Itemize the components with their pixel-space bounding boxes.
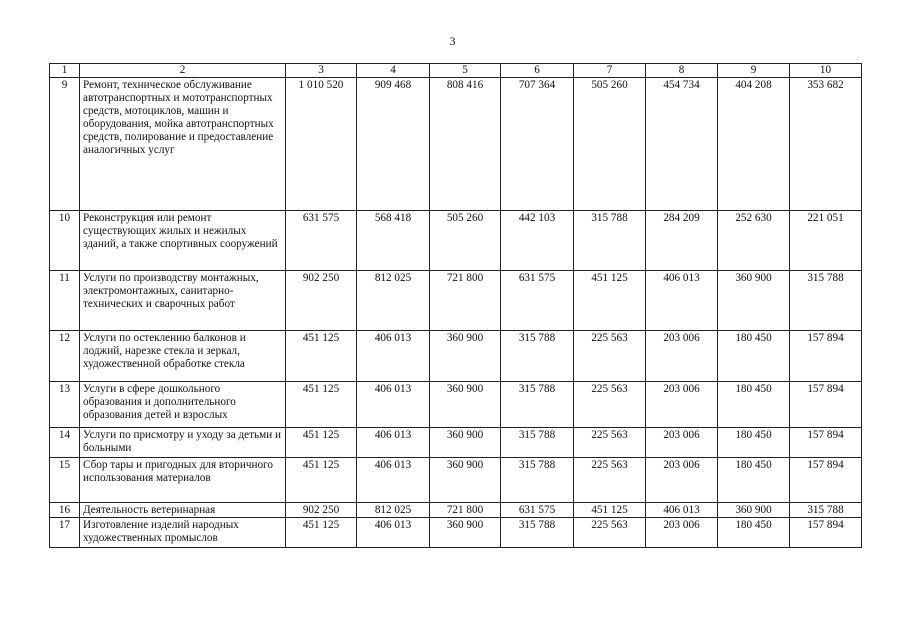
- value-cell: 203 006: [646, 382, 718, 428]
- value-cell: 909 468: [357, 78, 430, 211]
- value-cell: 221 051: [790, 211, 862, 271]
- value-cell: 252 630: [718, 211, 790, 271]
- table-row: [50, 78, 862, 211]
- value-cell: 812 025: [357, 503, 430, 518]
- value-cell: 157 894: [790, 428, 862, 458]
- value-cell: 157 894: [790, 331, 862, 382]
- value-cell: 451 125: [286, 518, 357, 548]
- value-cell: 568 418: [357, 211, 430, 271]
- tariff-table: [49, 63, 862, 548]
- value-cell: 180 450: [718, 382, 790, 428]
- table-row: [50, 458, 862, 503]
- service-description-cell: Сбор тары и пригодных для вторичного использования материалов: [80, 458, 286, 503]
- value-cell: 406 013: [646, 503, 718, 518]
- value-cell: 902 250: [286, 271, 357, 331]
- header-cell: 9: [718, 64, 790, 78]
- value-cell: 404 208: [718, 78, 790, 211]
- header-cell: 1: [50, 64, 80, 78]
- value-cell: 157 894: [790, 458, 862, 503]
- value-cell: 315 788: [574, 211, 646, 271]
- value-cell: 225 563: [574, 382, 646, 428]
- value-cell: 360 900: [430, 428, 501, 458]
- value-cell: 1 010 520: [286, 78, 357, 211]
- value-cell: 225 563: [574, 331, 646, 382]
- service-description-cell: Деятельность ветеринарная: [80, 503, 286, 518]
- value-cell: 315 788: [790, 503, 862, 518]
- table-row: [50, 428, 862, 458]
- service-description-cell: Услуги по остеклению балконов и лоджий, нарезке стекла и зеркал, художественной обработке стекла: [80, 331, 286, 382]
- value-cell: 315 788: [501, 518, 574, 548]
- value-cell: 180 450: [718, 428, 790, 458]
- value-cell: 225 563: [574, 518, 646, 548]
- table-row: [50, 503, 862, 518]
- value-cell: 631 575: [501, 271, 574, 331]
- header-cell: 2: [80, 64, 286, 78]
- value-cell: 631 575: [501, 503, 574, 518]
- value-cell: 451 125: [286, 428, 357, 458]
- header-row: [50, 64, 862, 78]
- value-cell: 315 788: [501, 382, 574, 428]
- page-number: 3: [449, 34, 456, 48]
- header-cell: 10: [790, 64, 862, 78]
- service-description-cell: Изготовление изделий народных художественных промыслов: [80, 518, 286, 548]
- table-body: [50, 64, 862, 548]
- value-cell: 721 800: [430, 271, 501, 331]
- value-cell: 180 450: [718, 518, 790, 548]
- value-cell: 721 800: [430, 503, 501, 518]
- header-cell: 5: [430, 64, 501, 78]
- value-cell: 315 788: [501, 428, 574, 458]
- value-cell: 353 682: [790, 78, 862, 211]
- service-description-cell: Услуги по присмотру и уходу за детьми и больными: [80, 428, 286, 458]
- value-cell: 406 013: [357, 518, 430, 548]
- row-number-cell: 12: [50, 331, 80, 382]
- value-cell: 203 006: [646, 518, 718, 548]
- value-cell: 360 900: [430, 331, 501, 382]
- row-number-cell: 14: [50, 428, 80, 458]
- value-cell: 360 900: [430, 382, 501, 428]
- row-number-cell: 16: [50, 503, 80, 518]
- service-description-cell: Ремонт, техническое обслуживание автотранспортных и мототранспортных средств, мотоциклов, машин и оборудования, мойка автотранспортных средств, полирование и предоставление аналогичных услуг: [80, 78, 286, 211]
- row-number-cell: 10: [50, 211, 80, 271]
- value-cell: 451 125: [574, 503, 646, 518]
- row-number-cell: 11: [50, 271, 80, 331]
- value-cell: 631 575: [286, 211, 357, 271]
- row-number-cell: 17: [50, 518, 80, 548]
- value-cell: 406 013: [357, 458, 430, 503]
- value-cell: 442 103: [501, 211, 574, 271]
- value-cell: 812 025: [357, 271, 430, 331]
- value-cell: 406 013: [357, 382, 430, 428]
- header-cell: 8: [646, 64, 718, 78]
- table-row: [50, 331, 862, 382]
- header-cell: 3: [286, 64, 357, 78]
- value-cell: 406 013: [646, 271, 718, 331]
- service-description-cell: Услуги в сфере дошкольного образования и дополнительного образования детей и взрослых: [80, 382, 286, 428]
- value-cell: 505 260: [430, 211, 501, 271]
- value-cell: 406 013: [357, 331, 430, 382]
- value-cell: 451 125: [286, 331, 357, 382]
- value-cell: 157 894: [790, 518, 862, 548]
- table-row: [50, 518, 862, 548]
- value-cell: 180 450: [718, 458, 790, 503]
- value-cell: 451 125: [286, 382, 357, 428]
- value-cell: 360 900: [718, 271, 790, 331]
- value-cell: 505 260: [574, 78, 646, 211]
- service-description-cell: Реконструкция или ремонт существующих жилых и нежилых зданий, а также спортивных сооружений: [80, 211, 286, 271]
- value-cell: 315 788: [501, 331, 574, 382]
- value-cell: 360 900: [718, 503, 790, 518]
- table-row: [50, 211, 862, 271]
- value-cell: 707 364: [501, 78, 574, 211]
- value-cell: 203 006: [646, 428, 718, 458]
- value-cell: 902 250: [286, 503, 357, 518]
- value-cell: 451 125: [574, 271, 646, 331]
- value-cell: 808 416: [430, 78, 501, 211]
- service-description-cell: Услуги по производству монтажных, электромонтажных, санитарно-технических и сварочных работ: [80, 271, 286, 331]
- row-number-cell: 9: [50, 78, 80, 211]
- value-cell: 360 900: [430, 518, 501, 548]
- value-cell: 284 209: [646, 211, 718, 271]
- value-cell: 203 006: [646, 331, 718, 382]
- value-cell: 451 125: [286, 458, 357, 503]
- header-cell: 6: [501, 64, 574, 78]
- header-cell: 7: [574, 64, 646, 78]
- value-cell: 406 013: [357, 428, 430, 458]
- value-cell: 203 006: [646, 458, 718, 503]
- value-cell: 315 788: [790, 271, 862, 331]
- table-row: [50, 271, 862, 331]
- row-number-cell: 15: [50, 458, 80, 503]
- value-cell: 454 734: [646, 78, 718, 211]
- value-cell: 225 563: [574, 428, 646, 458]
- value-cell: 157 894: [790, 382, 862, 428]
- value-cell: 225 563: [574, 458, 646, 503]
- header-cell: 4: [357, 64, 430, 78]
- row-number-cell: 13: [50, 382, 80, 428]
- table-row: [50, 382, 862, 428]
- value-cell: 180 450: [718, 331, 790, 382]
- value-cell: 360 900: [430, 458, 501, 503]
- value-cell: 315 788: [501, 458, 574, 503]
